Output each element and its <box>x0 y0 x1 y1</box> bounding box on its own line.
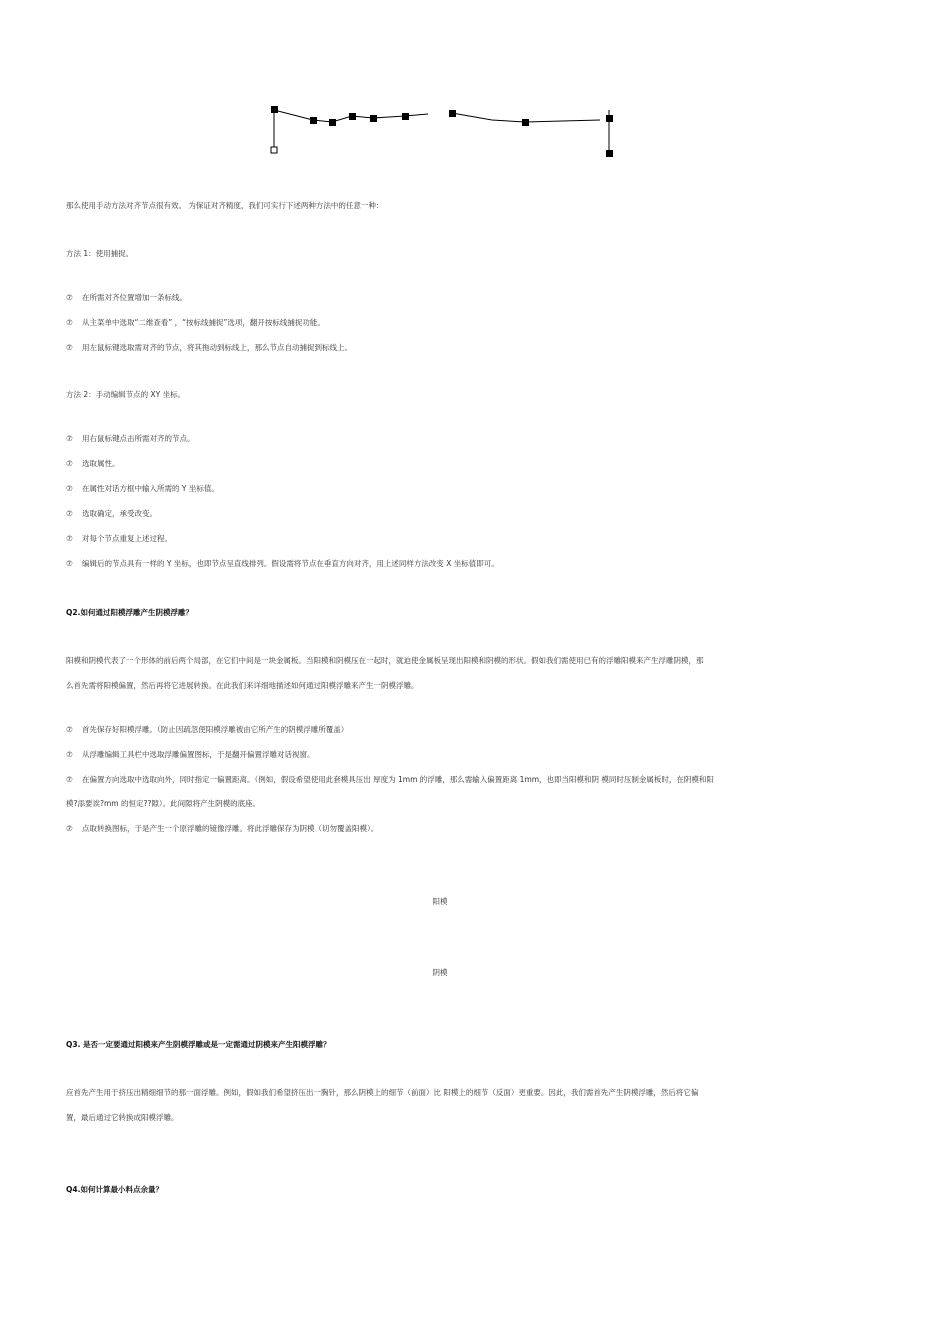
intro-text: 那么使用手动方法对齐节点很有效。 为保证对齐精度，我们可实行下述两种方法中的任意一种： <box>66 201 384 210</box>
q2-heading: Q2.如何通过阳模浮雕产生阴模浮雕？ <box>66 608 193 617</box>
list-item: ⑦ 在偏置方向选取中选取向外，同时指定一偏置距离。（例如，假设希望使用此套模具压出 厚度为 1mm 的浮雕，那么需输入偏置距离 1mm，也即当阳模和阴 模同时压制金属板时，在阴模和阳 <box>66 775 714 784</box>
list-item: ⑦ 选取确定，承受改变。 <box>66 509 157 518</box>
node-marker[interactable] <box>370 115 377 122</box>
method2-title: 方法 2：手动编辑节点的 XY 坐标。 <box>66 390 186 399</box>
node-marker[interactable] <box>606 115 613 122</box>
node-marker[interactable] <box>329 119 336 126</box>
bullet-icon: ⑦ <box>66 559 73 568</box>
node-marker[interactable] <box>349 113 356 120</box>
node-marker[interactable] <box>271 106 278 113</box>
list-item: ⑦ 选取属性。 <box>66 459 120 468</box>
bullet-icon: ⑦ <box>66 509 73 518</box>
bullet-icon: ⑦ <box>66 318 73 327</box>
bullet-icon: ⑦ <box>66 725 73 734</box>
q4-heading: Q4.如何计算最小料点余量？ <box>66 1185 163 1194</box>
bullet-icon: ⑦ <box>66 293 73 302</box>
list-item: ⑦ 在所需对齐位置增加一条标线。 <box>66 293 187 302</box>
q2-paragraph-line: 阳模和阴模代表了一个形体的前后两个局部，在它们中间是一块金属板。当阳模和阴模压在一起时，就迫使金属板呈现出阳模和阴模的形状。假如我们需使用已有的浮雕阳模来产生浮雕阴模，那 <box>66 656 704 665</box>
list-item: ⑦ 点取转换图标，于是产生一个原浮雕的镜像浮雕。将此浮雕保存为阴模（切勿覆盖阳模）。 <box>66 824 379 833</box>
yang-mold-caption: 阳模 <box>432 897 448 906</box>
bullet-icon: ⑦ <box>66 459 73 468</box>
bullet-icon: ⑦ <box>66 824 73 833</box>
node-polyline-figure <box>260 100 630 170</box>
node-marker[interactable] <box>402 113 409 120</box>
bullet-icon: ⑦ <box>66 434 73 443</box>
bullet-icon: ⑦ <box>66 534 73 543</box>
list-item-continuation: 模?添要诶?mm 的恒定??隙）。此间隙将产生阴模的底座。 <box>66 799 261 808</box>
q3-paragraph-line: 应首先产生用于挤压出精细细节的那一面浮雕。例如，假如我们希望挤压出一胸针，那么阴模上的细节（前面）比 阳模上的细节（反面）更重要。因此，我们需首先产生阴模浮雕，然后将它偏 <box>66 1088 699 1097</box>
start-node-icon <box>271 147 277 153</box>
bullet-icon: ⑦ <box>66 343 73 352</box>
bullet-icon: ⑦ <box>66 775 73 784</box>
list-item: ⑦ 在属性对话方框中输入所需的 Y 坐标值。 <box>66 484 219 493</box>
list-item: ⑦ 从浮雕编辑工具栏中选取浮雕偏置图标，于是翻开偏置浮雕对话视窗。 <box>66 750 315 759</box>
list-item: ⑦ 对每个节点重复上述过程。 <box>66 534 172 543</box>
bullet-icon: ⑦ <box>66 750 73 759</box>
method1-title: 方法 1：使用捕捉。 <box>66 249 134 258</box>
bullet-icon: ⑦ <box>66 484 73 493</box>
yin-mold-caption: 阴模 <box>432 968 448 977</box>
node-marker[interactable] <box>522 119 529 126</box>
node-marker[interactable] <box>310 117 317 124</box>
list-item: ⑦ 从主菜单中选取“二维查看” ，“按标线捕捉”选项，翻开按标线捕捉功能。 <box>66 318 325 327</box>
list-item: ⑦ 首先保存好阳模浮雕。（防止因疏忽使阳模浮雕被由它所产生的阴模浮雕所覆盖） <box>66 725 349 734</box>
q3-paragraph-line: 置，最后通过它转换成阳模浮雕。 <box>66 1113 179 1122</box>
list-item: ⑦ 编辑后的节点具有一样的 Y 坐标，也即节点呈直线排列。假设需将节点在垂直方向对齐，用上述同样方法改变 X 坐标值即可。 <box>66 559 499 568</box>
list-item: ⑦ 用右鼠标键点击所需对齐的节点。 <box>66 434 195 443</box>
node-marker[interactable] <box>606 150 613 157</box>
q3-heading: Q3. 是否一定要通过阳模来产生阴模浮雕或是一定需通过阴模来产生阳模浮雕？ <box>66 1040 331 1049</box>
list-item: ⑦ 用左鼠标键选取需对齐的节点，将其拖动到标线上，那么节点自动捕捉到标线上。 <box>66 343 352 352</box>
q2-paragraph-line: 么首先需将阳模偏置，然后再将它进展转换。在此我们来详细地描述如何通过阳模浮雕来产生一阴模浮雕。 <box>66 681 419 690</box>
node-marker[interactable] <box>449 110 456 117</box>
